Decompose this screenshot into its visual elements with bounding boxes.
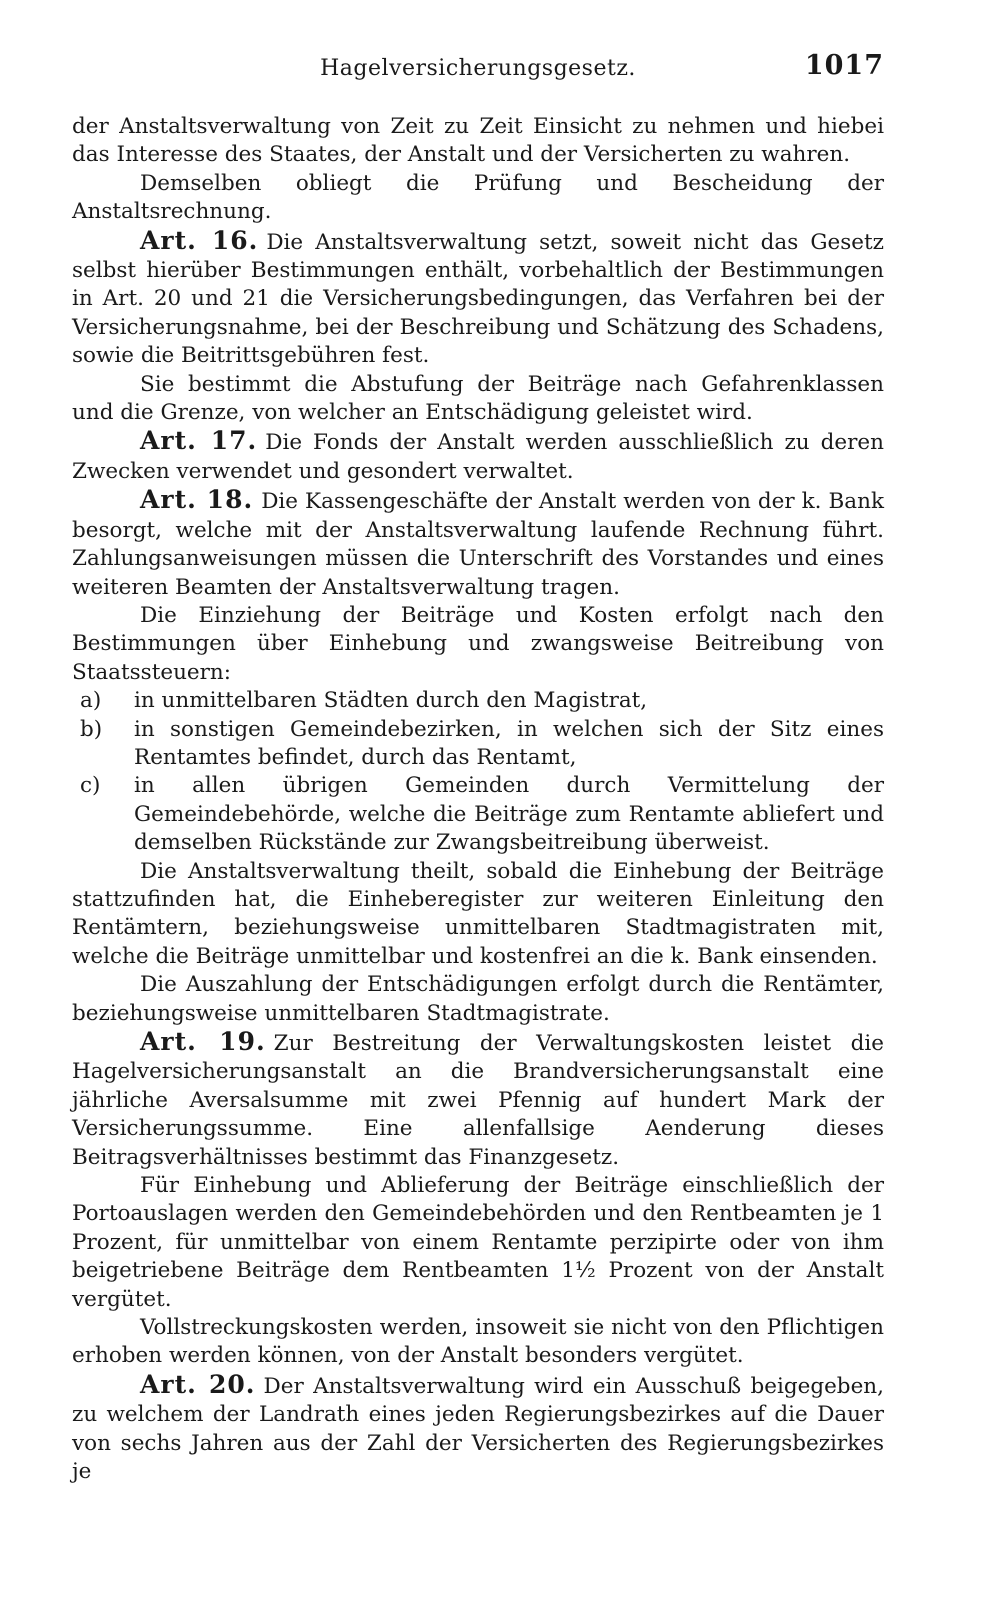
article-label: Art. 16.: [140, 225, 259, 255]
paragraph: der Anstaltsverwaltung von Zeit zu Zeit Einsicht zu nehmen und hiebei das Interesse des Staates, der Anstalt und der Versicherten zu wahren.: [72, 114, 884, 168]
paragraph: Die Fonds der Anstalt werden ausschließlich zu deren Zwecken verwendet und gesondert verwaltet.: [72, 430, 884, 484]
list-marker: a): [80, 688, 102, 714]
list-item-text: in sonstigen Gemeindebezirken, in welchen sich der Sitz eines Rentamtes befindet, durch das Rentamt,: [134, 716, 884, 770]
paragraph: Die Kassengeschäfte der Anstalt werden von der k. Bank besorgt, welche mit der Anstaltsverwaltung laufende Rechnung führt. Zahlungsanweisungen müssen die Unterschrift des Vorstandes und eines weiteren Beamten der Anstaltsverwaltung tragen.: [72, 489, 884, 600]
paragraph: Für Einhebung und Ablieferung der Beiträge einschließlich der Portoauslagen werden den Gemeindebehörden und den Rentbeamten je 1 Prozent, für unmittelbar von einem Rentamte perzipirte oder von ihm beigetriebene Beiträge dem Rentbeamten 1½ Prozent von der Anstalt vergütet.: [72, 1173, 884, 1312]
page-header: [72, 50, 884, 90]
paragraph: Die Anstaltsverwaltung theilt, sobald die Einhebung der Beiträge stattzufinden hat, die Einheberegister zur weiteren Einleitung den Rentämtern, beziehungsweise unmittelbaren Stadtmagistraten mit, welche die Beiträge unmittelbar und kostenfrei an die k. Bank einsenden.: [72, 858, 884, 969]
paragraph: Demselben obliegt die Prüfung und Bescheidung der Anstaltsrechnung.: [72, 170, 884, 225]
list-item-text: in unmittelbaren Städten durch den Magistrat,: [134, 688, 648, 714]
paragraph: Sie bestimmt die Abstufung der Beiträge nach Gefahrenklassen und die Grenze, von welcher an Entschädigung geleistet wird.: [72, 371, 884, 426]
article-label: Art. 17.: [140, 426, 258, 456]
body-text: [72, 113, 884, 1487]
list-marker: c): [80, 773, 101, 799]
paragraph: Die Einziehung der Beiträge und Kosten erfolgt nach den Bestimmungen über Einhebung und zwangsweise Beitreibung von Staatssteuern:: [72, 602, 884, 685]
article-19: [72, 1028, 884, 1172]
article-16: [72, 227, 884, 371]
list-marker: b): [80, 716, 103, 742]
article-20: [72, 1371, 884, 1487]
paragraph: Vollstreckungskosten werden, insoweit sie nicht von den Pflichtigen erhoben werden können, von der Anstalt besonders vergütet.: [72, 1315, 884, 1369]
paragraph: Der Anstaltsverwaltung wird ein Ausschuß beigegeben, zu welchem der Landrath eines jeden Regierungsbezirkes auf die Dauer von sechs Jahren aus der Zahl der Versicherten des Regierungsbezirkes je: [72, 1373, 884, 1485]
paragraph: Die Anstaltsverwaltung setzt, soweit nicht das Gesetz selbst hierüber Bestimmungen enthält, vorbehaltlich der Bestimmungen in Art. 20 und 21 die Versicherungsbedingungen, das Verfahren bei der Versicherungsnahme, bei der Beschreibung und Schätzung des Schadens, sowie die Beitrittsgebühren fest.: [72, 229, 884, 369]
article-label: Art. 20.: [140, 1369, 256, 1399]
list-item: [72, 716, 884, 773]
list-item: [72, 772, 884, 857]
list-item-text: in allen übrigen Gemeinden durch Vermittelung der Gemeindebehörde, welche die Beiträge zum Rentamte abliefert und demselben Rückstände zur Zwangsbeitreibung überweist.: [134, 773, 884, 856]
enumerated-list: [72, 687, 884, 857]
running-title: Hagelversicherungsgesetz.: [320, 56, 636, 81]
list-item: [72, 687, 884, 715]
article-label: Art. 18.: [140, 485, 254, 515]
page-number: 1017: [804, 50, 884, 81]
article-label: Art. 19.: [140, 1027, 266, 1056]
paragraph: Die Auszahlung der Entschädigungen erfolgt durch die Rentämter, beziehungsweise unmittelbaren Stadtmagistrate.: [72, 972, 884, 1026]
article-17: [72, 427, 884, 486]
article-18: [72, 486, 884, 602]
paragraph: Zur Bestreitung der Verwaltungskosten leistet die Hagelversicherungsanstalt an die Brandversicherungsanstalt eine jährliche Aversalsumme mit zwei Pfennig auf hundert Mark der Versicherungssumme. Eine allenfallsige Aenderung dieses Beitragsverhältnisses bestimmt das Finanzgesetz.: [72, 1031, 884, 1170]
